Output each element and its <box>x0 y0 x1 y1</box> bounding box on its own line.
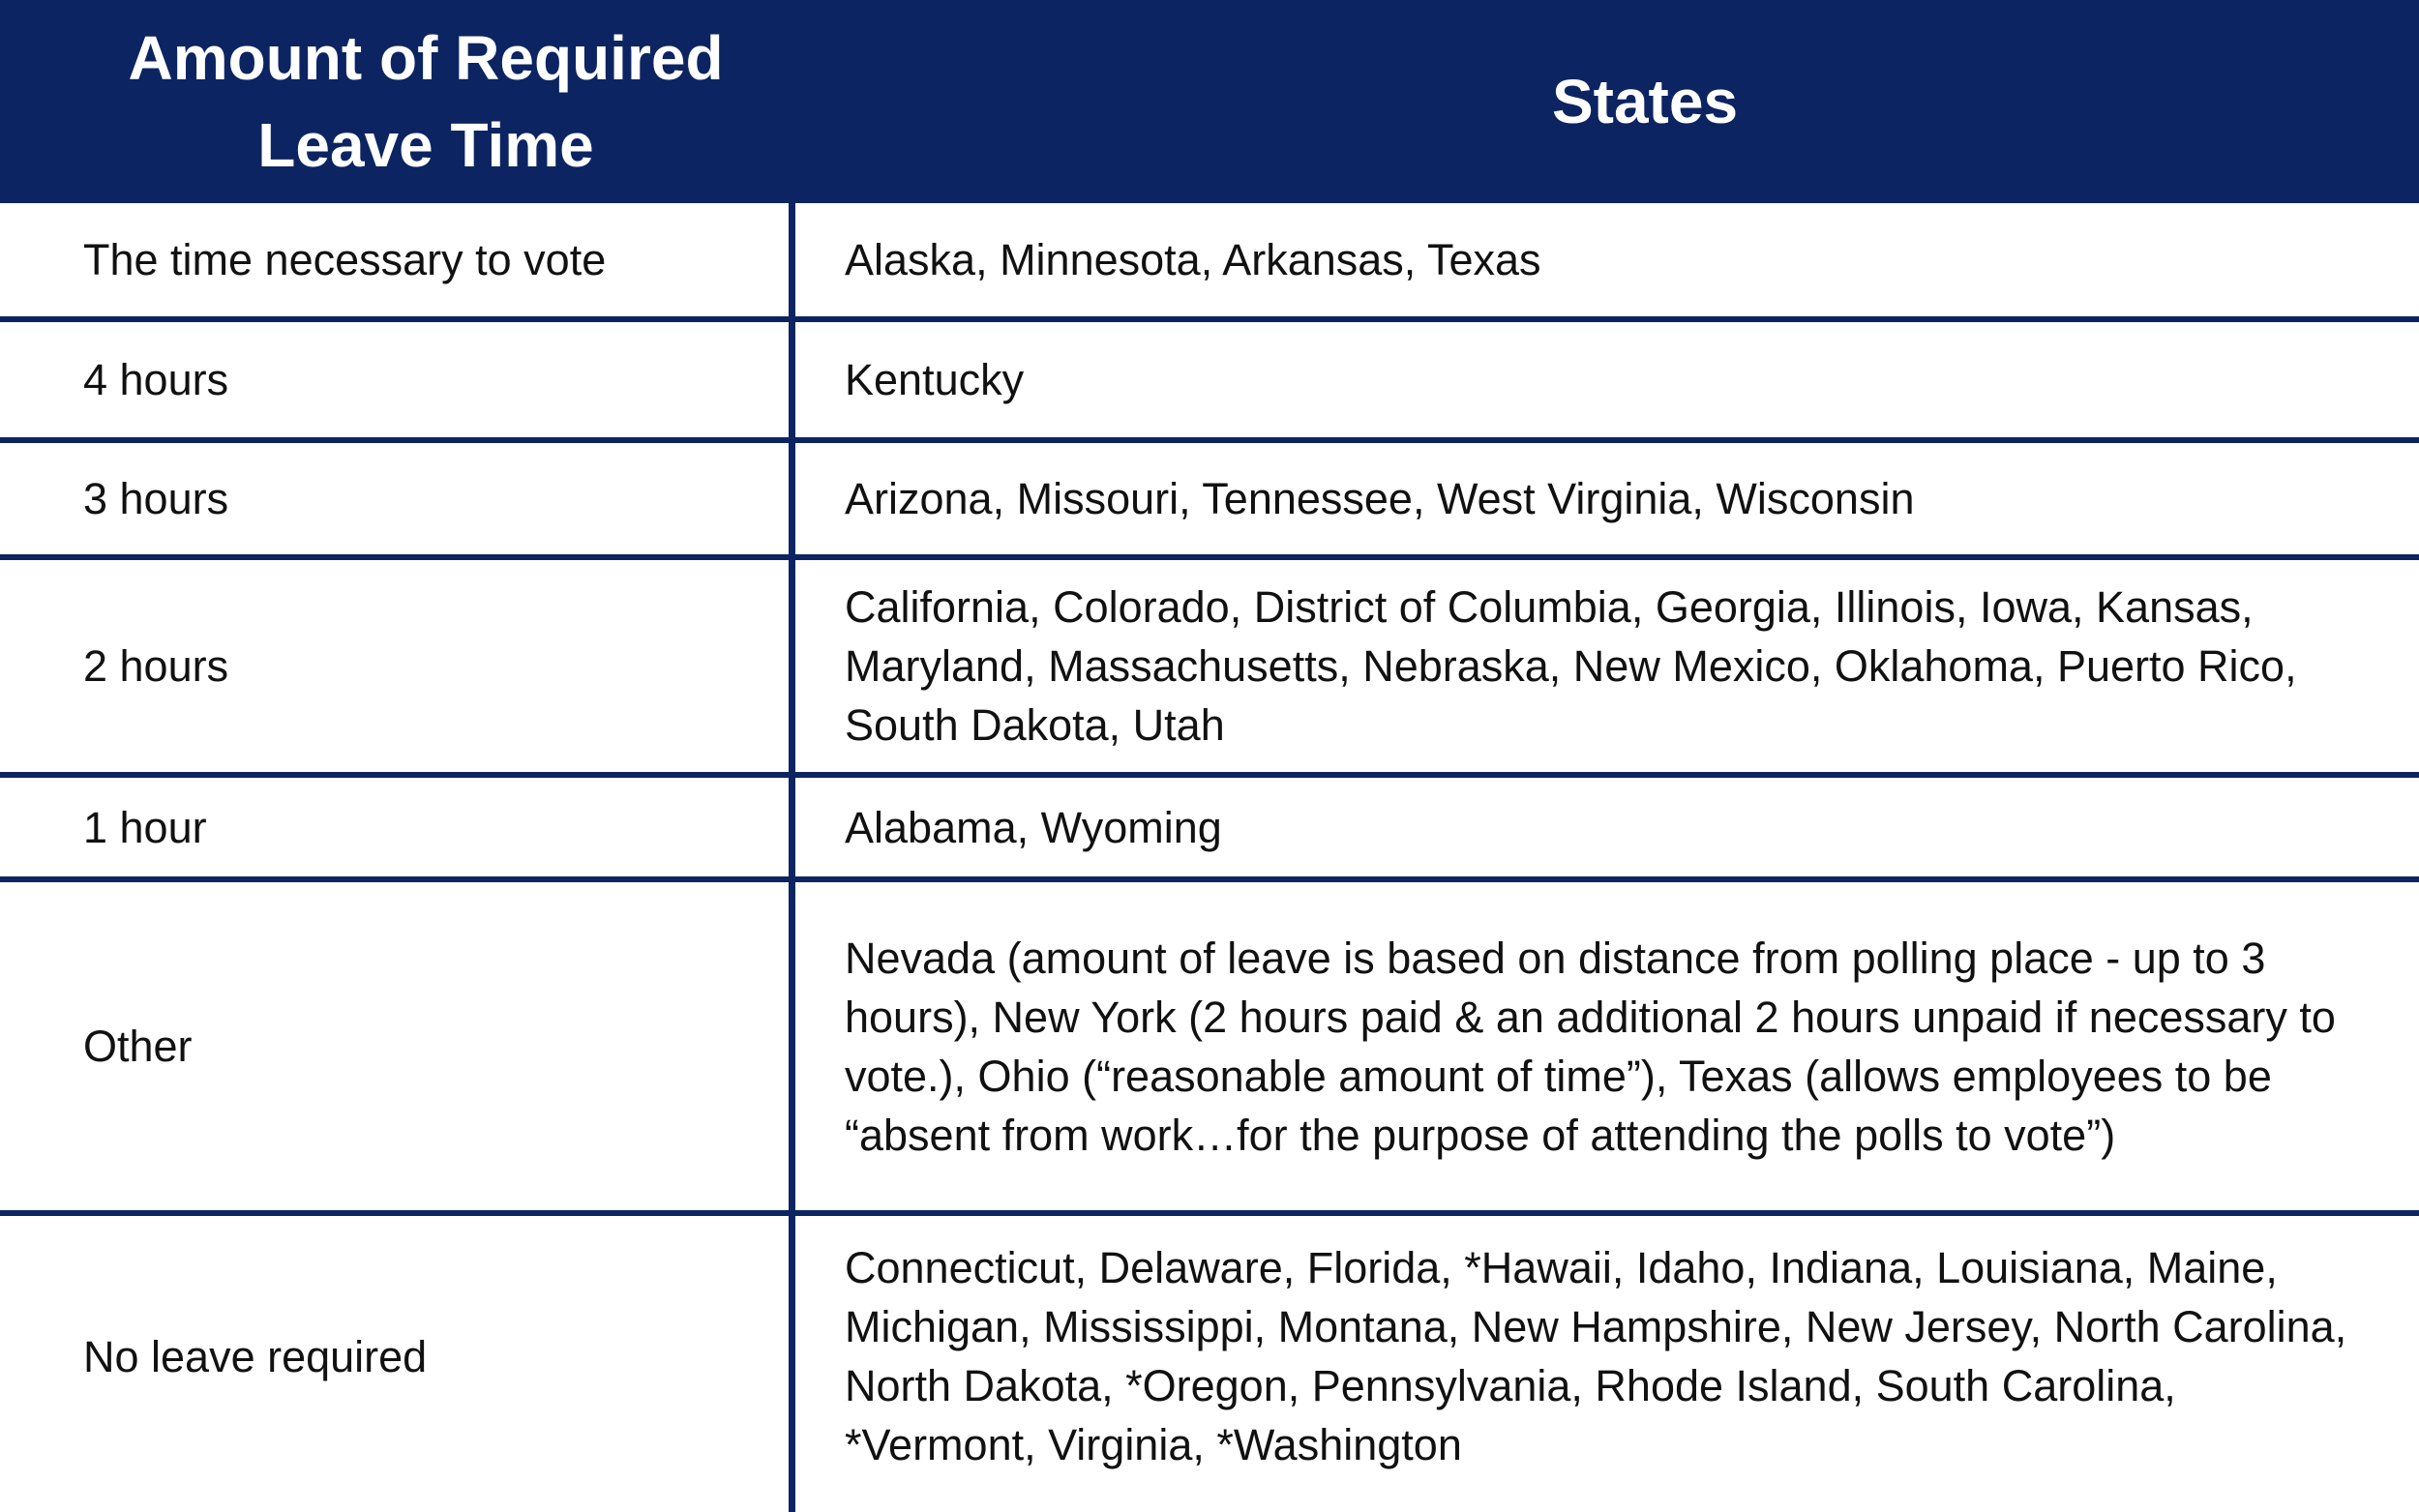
header-amount-label: Amount of Required Leave Time <box>128 23 724 180</box>
header-states-cell <box>793 0 2419 203</box>
states-text: Nevada (amount of leave is based on distance from polling place - up to 3 hours), New York (2 hours paid & an additional 2 hours unpaid if necessary to vote.), Ohio (“reasonable amount of time”), Texas (allows employees to be “absent from work…for the purpose of attending the polls to vote”) <box>845 933 2336 1160</box>
states-text: Alaska, Minnesota, Arkansas, Texas <box>845 235 1541 284</box>
amount-text: No leave required <box>83 1331 428 1381</box>
header-amount-cell <box>0 0 851 203</box>
table-row-states <box>845 1216 2364 1497</box>
states-text: Connecticut, Delaware, Florida, *Hawaii, Idaho, Indiana, Louisiana, Maine, Michigan, Mississippi, Montana, New Hampshire, New Jersey, North Carolina, North Dakota, *Oregon, Pennsylvania, Rhode Island, South Carolina, *Vermont, Virginia, *Washington <box>845 1243 2347 1469</box>
table-row-amount <box>83 203 780 316</box>
states-text: Arizona, Missouri, Tennessee, West Virginia, Wisconsin <box>845 474 1915 523</box>
table-row-states <box>845 882 2364 1210</box>
table-row-states <box>845 203 2364 316</box>
states-text: California, Colorado, District of Columbia, Georgia, Illinois, Iowa, Kansas, Maryland, Massachusetts, Nebraska, New Mexico, Oklahoma, Puerto Rico, South Dakota, Utah <box>845 582 2297 750</box>
amount-text: 3 hours <box>83 474 229 523</box>
table-header <box>0 0 2419 203</box>
amount-text: 2 hours <box>83 641 229 691</box>
table-row-amount <box>83 322 780 437</box>
table-row-amount <box>83 778 780 876</box>
table-row-states <box>845 322 2364 437</box>
table-row-amount <box>83 1216 780 1497</box>
amount-text: 4 hours <box>83 355 229 404</box>
amount-text: 1 hour <box>83 802 207 852</box>
states-text: Kentucky <box>845 355 1025 404</box>
table-row-amount <box>83 882 780 1210</box>
header-states-label: States <box>1551 67 1739 136</box>
states-text: Alabama, Wyoming <box>845 802 1222 852</box>
table-row-states <box>845 778 2364 876</box>
column-divider <box>789 203 795 1512</box>
table-row-states <box>845 560 2364 772</box>
amount-text: Other <box>83 1022 193 1071</box>
table-row-states <box>845 443 2364 554</box>
amount-text: The time necessary to vote <box>83 235 607 284</box>
table-row-amount <box>83 443 780 554</box>
table-row-amount <box>83 560 780 772</box>
